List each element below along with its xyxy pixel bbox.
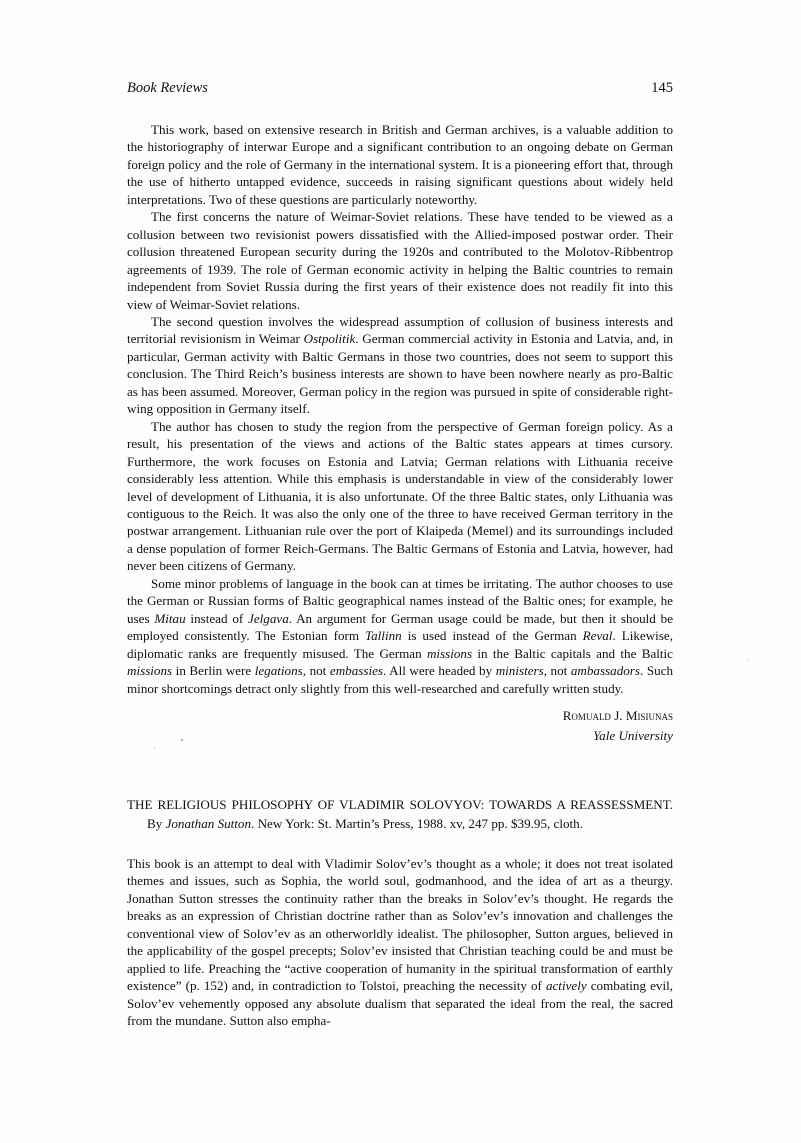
text-run: is used instead of the German — [401, 628, 583, 644]
scan-speck — [181, 739, 183, 741]
italic-term: legations — [254, 663, 303, 679]
italic-term: actively — [545, 978, 587, 994]
italic-term: ministers — [495, 663, 544, 679]
book-title: THE RELIGIOUS PHILOSOPHY OF VLADIMIR SOLOVYOV: TOWARDS A REASSESSMENT. — [127, 797, 673, 812]
text-run: in Berlin were — [172, 663, 255, 679]
italic-term: embassies — [329, 663, 383, 679]
italic-term: missions — [127, 663, 173, 679]
text-run: By — [147, 815, 166, 831]
review-paragraph: The first concerns the nature of Weimar-Soviet relations. These have tended to be viewed as a collusion between two revisionist powers dissatisfied with the Allied-imposed postwar order. Their collusion threatened European security during the 1920s and contributed to the Molotov-Ribbentrop agreements of 1939. The role of German economic activity in helping the Baltic countries to remain independent from Soviet Russia during the first years of their existence does not readily fit into this view of Weimar-Soviet relations. — [127, 209, 673, 312]
review-paragraph — [127, 575, 673, 697]
scan-speck — [154, 747, 155, 748]
italic-term: Mitau — [154, 610, 186, 626]
italic-term: Tallinn — [365, 628, 402, 644]
italic-term: Ostpolitik — [303, 331, 356, 347]
text-run: . Likewise, diplomatic ranks are frequently misused. The German — [127, 628, 674, 661]
scan-speck — [748, 660, 749, 661]
review-paragraph — [127, 313, 673, 418]
review-solovyov — [127, 855, 673, 1030]
text-run: Some minor problems of language in the book can at times be irritating. The author chooses to use the German or Russian forms of Baltic geographical names instead of the Baltic ones; for example, he uses — [127, 575, 673, 626]
italic-term: missions — [426, 645, 473, 661]
page-number: 145 — [651, 80, 673, 96]
running-head — [127, 80, 673, 100]
text-run: . All were headed by — [383, 663, 496, 679]
italic-term: Jelgava — [248, 610, 289, 626]
reviewer-signature — [127, 706, 673, 746]
text-run: This book is an attempt to deal with Vladimir Solov’ev’s thought as a whole; it does not treat isolated themes and issues, such as Sophia, the world soul, godmanhood, and the idea of art as a theurgy. Jonathan Sutton stresses the continuity rather than the breaks in Solov’ev’s thought. He regards the breaks as an expression of Christian doctrine rather than as Solov’ev’s innovation and challenges the conventional view of Solov’ev as an otherworldly idealist. The philosopher, Sutton argues, believed in the applicability of the gospel precepts; Solov’ev insisted that Christian teaching could be and must be applied to life. Preaching the “active cooperation of humanity in the spiritual transformation of earthly existence” (p. 152) and, in contradiction to Tolstoi, preaching the necessity of — [127, 856, 673, 994]
review-ostpolitik — [127, 121, 673, 746]
book-publication-info: . New York: St. Martin’s Press, 1988. xv, 247 pp. $39.95, cloth. — [251, 815, 583, 831]
text-run: in the Baltic capitals and the Baltic — [472, 645, 673, 661]
text-run: instead of — [185, 610, 249, 626]
reviewer-affiliation: Yale University — [593, 727, 673, 743]
review-paragraph — [127, 855, 673, 1030]
text-run: , not — [543, 663, 571, 679]
italic-term: ambassadors — [570, 663, 640, 679]
text-run: The second question involves the widespread assumption of collusion of business interests and territorial revisionism in Weimar — [127, 313, 673, 347]
italic-term: Reval — [582, 628, 613, 644]
text-run: combating evil, Solov’ev vehemently opposed any absolute dualism that separated the ideal from the real, the sacred from the mundane. Sutton also empha- — [127, 978, 673, 1029]
book-author: Jonathan Sutton — [165, 815, 252, 831]
review-paragraph: The author has chosen to study the region from the perspective of German foreign policy. As a result, his presentation of the views and actions of the Baltic states appears at times cursory. Furthermore, the work focuses on Estonia and Latvia; German relations with Lithuania receive considerably less attention. While this emphasis is understandable in view of the considerably lower level of development of Lithuania, it is also unfortunate. Of the three Baltic states, only Lithuania was contiguous to the Reich. It was also the only one of the three to have received German territory in the postwar arrangement. Lithuanian rule over the port of Klaipeda (Memel) and its surroundings included a dense population of former Reich-Germans. The Baltic Germans of Estonia and Latvia, however, had never been citizens of Germany. — [127, 418, 673, 574]
text-run: . German commercial activity in Estonia and Latvia, and, in particular, German activity with Baltic Germans in those two countries, does not seem to support this conclusion. The Third Reich’s business interests are shown to have been nowhere nearly as pro-Baltic as has been assumed. Moreover, German policy in the region was pursued in spite of considerable right-wing opposition in Germany itself. — [127, 331, 674, 417]
review-paragraph: This work, based on extensive research in British and German archives, is a valuable addition to the historiography of interwar Europe and a significant contribution to an ongoing debate on German foreign policy and the role of Germany in the international system. It is a pioneering effort that, through the use of hitherto untapped evidence, succeeds in raising significant questions about widely held interpretations. Two of these questions are particularly noteworthy. — [127, 122, 673, 207]
text-run: . An argument for German usage could be made, but then it should be employed consistently. The Estonian form — [127, 610, 674, 644]
section-title: Book Reviews — [127, 80, 208, 96]
text-run: , not — [302, 663, 330, 679]
reviewer-name: Romuald J. Misiunas — [562, 707, 673, 723]
text-run: . Such minor shortcomings detract only slightly from this well-researched and carefully written study. — [127, 663, 674, 696]
book-citation-heading — [127, 796, 673, 833]
